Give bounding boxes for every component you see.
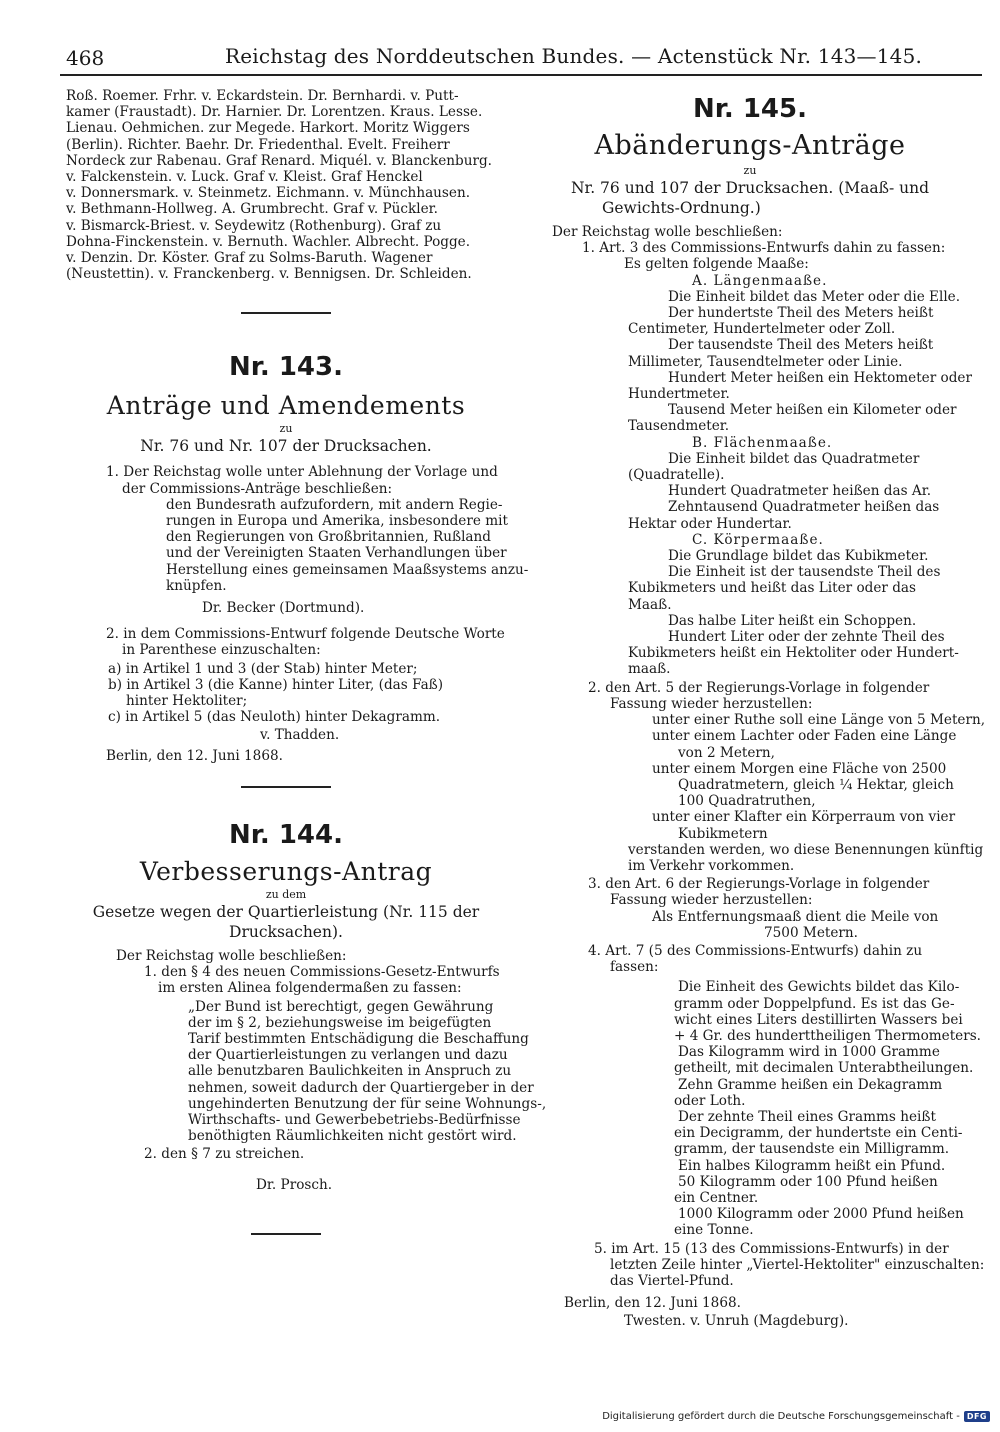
text-line: ein Decigramm, der hundertste ein Centi- [674,1125,963,1142]
text-line: getheilt, mit decimalen Unterabtheilungen. [674,1060,974,1077]
text-line: ein Centner. [674,1189,759,1206]
quote-block [144,998,547,1145]
body-line: knüpfen. [166,577,227,594]
item-2 [66,626,506,743]
name-line: v. Bismarck-Briest. v. Seydewitz (Rothenburg). Graf zu [66,217,442,234]
text-line: unter einer Klafter ein Körperraum von vier [652,809,956,826]
item-text: 1. Art. 3 des Commissions-Entwurfs dahin zu fassen: [582,240,946,257]
item-1 [538,240,972,678]
section-number: Nr. 143. [229,352,343,383]
item-text: in Parenthese einzuschalten: [122,642,321,659]
text-line: Das halbe Liter heißt ein Schoppen. [668,612,917,629]
text-line: Hundert Liter oder der zehnte Theil des [668,629,945,646]
zu-label: zu [279,422,293,436]
sub-item: c) in Artikel 5 (das Neuloth) hinter Dekagramm. [108,709,441,726]
text-line: Die Grundlage bildet das Kubikmeter. [668,548,929,565]
body-line: Herstellung eines gemeinsamen Maaßsystems anzu- [166,561,529,578]
signatory-list [66,88,506,282]
text-line: Ein halbes Kilogramm heißt ein Pfund. [678,1157,946,1174]
item-text: 4. Art. 7 (5 des Commissions-Entwurfs) dahin zu [588,942,923,959]
subsection-heading: B. Flächenmaaße. [692,434,833,451]
text-line: Hundert Quadratmeter heißen das Ar. [668,483,932,500]
item-text: 2. in dem Commissions-Entwurf folgende Deutsche Worte [106,626,505,643]
item-text: Fassung wieder herzustellen: [610,695,813,712]
section-nr143 [66,350,529,764]
date-line: Berlin, den 12. Juni 1868. [564,1295,741,1312]
quote-line: der Quartierleistungen zu verlangen und dazu [188,1047,508,1064]
text-line: Der zehnte Theil eines Gramms heißt [678,1108,936,1125]
body-line: den Bundesrath aufzufordern, mit andern Regie- [166,496,503,513]
running-title: Reichstag des Norddeutschen Bundes. — Actenstück Nr. 143—145. [225,44,923,68]
text-line: unter einer Ruthe soll eine Länge von 5 Metern, [652,712,986,729]
signature: Dr. Becker (Dortmund). [202,600,365,617]
intro-line: Der Reichstag wolle beschließen: [116,947,347,964]
item-subs [106,661,506,726]
text-line: Das Kilogramm wird in 1000 Gramme [678,1044,940,1061]
signature: Dr. Prosch. [256,1176,333,1193]
text-line: verstanden werden, wo diese Benennungen künftig [628,841,984,858]
item-text: Es gelten folgende Maaße: [624,256,809,273]
text-line: 1000 Kilogramm oder 2000 Pfund heißen [678,1206,964,1223]
name-line: v. Denzin. Dr. Köster. Graf zu Solms-Baruth. Wagener [66,250,433,267]
subsection-b [582,435,962,532]
text-line: 100 Quadratruthen, [678,793,816,810]
text-line: Maaß. [628,596,672,613]
item-body [588,712,986,874]
section-number: Nr. 145. [693,94,807,124]
item-text: 2. den § 7 zu streichen. [144,1146,305,1163]
quote-line: ungehinderten Benutzung der für seine Wohnungs-, [188,1095,547,1112]
name-line: Dohna-Finckenstein. v. Bernuth. Wachler. Albrecht. Pogge. [66,233,471,250]
text-line: oder Loth. [674,1092,746,1109]
text-line: (Quadratelle). [628,467,725,484]
text-line: Die Einheit ist der tausendste Theil des [668,564,941,581]
name-line: (Neustettin). v. Franckenberg. v. Bennigsen. Dr. Schleiden. [66,266,472,283]
item-text: letzten Zeile hinter „Viertel-Hektoliter" einzuschalten: [610,1256,985,1273]
text-line: Hundertmeter. [628,386,730,403]
section-title: Verbesserungs-Antrag [139,856,433,886]
text-line: Kubikmeters heißt ein Hektoliter oder Hundert- [628,645,959,662]
name-line: kamer (Fraustadt). Dr. Harnier. Dr. Lorentzen. Kraus. Lesse. [66,104,483,121]
section-nr144 [66,818,547,1193]
text-line: Hundert Meter heißen ein Hektometer oder [668,369,972,386]
section-nr145 [538,92,986,1330]
text-line: gramm oder Doppelpfund. Es ist das Ge- [674,995,955,1012]
quote-line: Wirthschafts- und Gewerbebetriebs-Bedürfnisse [188,1111,521,1128]
name-line: (Berlin). Richter. Baehr. Dr. Friedenthal. Evelt. Freiherr [66,136,450,153]
zu-label: zu dem [265,887,307,901]
item-text: 3. den Art. 6 der Regierungs-Vorlage in folgender [588,876,930,893]
item-5 [538,1240,985,1290]
section-title: Anträge und Amendements [106,391,466,421]
item-text: im ersten Alinea folgendermaßen zu fassen: [158,980,462,997]
item-body [588,979,982,1239]
footer-text: Digitalisierung gefördert durch die Deutsche Forschungsgemeinschaft - [602,1411,960,1422]
text-line: Kubikmeters und heißt das Liter oder das [628,580,917,597]
body-line: und der Vereinigten Staaten Verhandlungen über [166,545,507,562]
text-line: 50 Kilogramm oder 100 Pfund heißen [678,1173,938,1190]
left-column [66,88,547,1235]
text-line: Hektar oder Hundertar. [628,515,792,532]
item-text: 2. den Art. 5 der Regierungs-Vorlage in folgender [588,679,930,696]
text-line: maaß. [628,661,671,678]
signature: Twesten. v. Unruh (Magdeburg). [624,1313,849,1330]
text-line: gramm, der tausendste ein Milligramm. [674,1141,950,1158]
text-line: Der tausendste Theil des Meters heißt [668,337,934,354]
subsection-c [582,532,962,678]
signature: v. Thadden. [260,727,340,744]
text-line: + 4 Gr. des hunderttheiligen Thermometers. [674,1027,982,1044]
text-line: Zehn Gramme heißen ein Dekagramm [678,1076,943,1093]
text-line: wicht eines Liters destillirten Wassers bei [674,1011,963,1028]
right-column [538,92,986,1330]
dfg-logo-icon: DFG [964,1411,990,1422]
body-line: den Regierungen von Großbritannien, Rußland [166,529,491,546]
text-line: Quadratmetern, gleich ¼ Hektar, gleich [678,776,954,793]
quote-line: Tarif bestimmten Entschädigung die Beschaffung [188,1030,529,1047]
text-line: Millimeter, Tausendtelmeter oder Linie. [628,353,903,370]
item-4 [538,942,982,1239]
item-body [106,496,529,594]
subsection-heading: A. Längenmaaße. [692,272,828,289]
text-line: Centimeter, Hundertelmeter oder Zoll. [628,321,896,338]
item-text: das Viertel-Pfund. [610,1273,734,1289]
name-line: Roß. Roemer. Frhr. v. Eckardstein. Dr. Bernhardi. v. Putt- [66,88,459,104]
name-line: v. Falckenstein. v. Luck. Graf v. Kleist. Graf Henckel [66,169,423,186]
section-subtitle: Nr. 76 und Nr. 107 der Drucksachen. [140,437,432,456]
text-line: von 2 Metern, [678,744,775,761]
text-line: Die Einheit des Gewichts bildet das Kilo- [678,979,960,996]
item-body [588,909,962,941]
name-line: v. Bethmann-Hollweg. A. Grumbrecht. Graf v. Pückler. [66,201,438,218]
section-number: Nr. 144. [229,819,343,850]
item-2 [538,679,986,874]
text-line: unter einem Morgen eine Fläche von 2500 [652,760,947,777]
text-line: Die Einheit bildet das Quadratmeter [668,450,920,467]
intro-line: Der Reichstag wolle beschließen: [552,224,783,240]
section-subtitle: Drucksachen). [229,922,343,941]
text-line: Die Einheit bildet das Meter oder die Elle. [668,288,961,305]
item-1 [66,964,547,1163]
item-text: 5. im Art. 15 (13 des Commissions-Entwurfs) in der [594,1240,949,1257]
quote-line: alle benutzbaren Baulichkeiten in Anspruch zu [188,1063,512,1080]
sub-item: a) in Artikel 1 und 3 (der Stab) hinter Meter; [108,660,418,677]
text-line: Kubikmetern [678,825,768,842]
digitization-footer [602,1411,990,1422]
name-line: v. Donnersmark. v. Steinmetz. Eichmann. v. Münchhausen. [66,185,471,202]
sub-item: hinter Hektoliter; [126,693,248,710]
item-text: Fassung wieder herzustellen: [610,892,813,909]
text-line: im Verkehr vorkommen. [628,857,795,874]
text-line: Tausendmeter. [628,418,730,435]
item-text: 1. den § 4 des neuen Commissions-Gesetz-Entwurfs [144,964,500,981]
quote-line: nehmen, soweit dadurch der Quartiergeber in der [188,1079,534,1096]
item-text: der Commissions-Anträge beschließen: [122,480,393,497]
text-line: Tausend Meter heißen ein Kilometer oder [668,402,957,419]
sub-item: b) in Artikel 3 (die Kanne) hinter Liter, (das Faß) [108,676,444,693]
text-line: unter einem Lachter oder Faden eine Länge [652,728,957,745]
section-divider [251,1233,321,1235]
item-1 [66,464,529,617]
body-line: rungen in Europa und Amerika, insbesondere mit [166,513,508,530]
zu-label: zu [743,164,757,177]
page-number: 468 [66,46,105,70]
text-line: Als Entfernungsmaaß dient die Meile von [652,908,939,925]
section-divider [241,312,331,314]
text-line: eine Tonne. [674,1222,754,1239]
page-header [60,42,982,72]
date-line: Berlin, den 12. Juni 1868. [106,747,283,764]
section-subtitle: Gewichts-Ordnung.) [602,199,761,217]
section-divider [241,786,331,788]
text-line: 7500 Metern. [764,924,858,941]
item-text: fassen: [610,959,659,976]
item-3 [538,876,962,941]
name-line: Nordeck zur Rabenau. Graf Renard. Miquél. v. Blanckenburg. [66,152,492,169]
item-text: 1. Der Reichstag wolle unter Ablehnung der Vorlage und [106,464,498,481]
subsection-a [582,272,972,435]
section-title: Abänderungs-Anträge [594,130,906,161]
quote-line: benöthigten Räumlichkeiten nicht gestört wird. [188,1128,517,1145]
quote-line: der im § 2, beziehungsweise im beigefügten [188,1014,492,1031]
header-rule [60,74,982,76]
name-line: Lienau. Oehmichen. zur Megede. Harkort. Moritz Wiggers [66,120,470,137]
text-line: Zehntausend Quadratmeter heißen das [668,499,940,516]
section-subtitle: Nr. 76 und 107 der Drucksachen. (Maaß- und [570,179,930,197]
text-line: Der hundertste Theil des Meters heißt [668,305,934,322]
quote-line: „Der Bund ist berechtigt, gegen Gewährung [188,998,494,1015]
section-subtitle: Gesetze wegen der Quartierleistung (Nr. 115 der [92,902,480,921]
subsection-heading: C. Körpermaaße. [692,531,824,548]
